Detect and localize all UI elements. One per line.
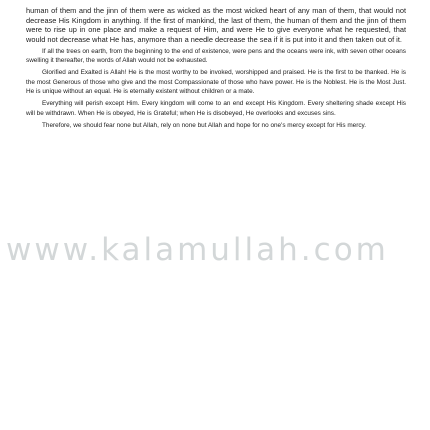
text-body <box>26 6 406 133</box>
paragraph-continuation: human of them and the jinn of them were as wicked as the most wicked heart of any man of them, that would not decrease His Kingdom in anything. If the first of mankind, the last of them, the human of them and the jinn of them were to rise up in one place and make a request of Him, and were He to give everyone what he requested, that would not decrease what He has, anymore than a needle decrease the sea if it is put into it and then taken out of it. <box>26 6 406 44</box>
paragraph-everything-perishes: Everything will perish except Him. Every kingdom will come to an end except His Kingdom. Every sheltering shade except His will be withdrawn. When He is obeyed, He is Grateful; when He is disobeyed, He overlooks and excuses sins. <box>26 100 406 117</box>
paragraph-glorified: Glorified and Exalted is Allah! He is the most worthy to be invoked, worshipped and praised. He is the first to be thanked. He is the most Generous of those who give and the most Compassionate of those who have power. He is the Noblest. He is the Most Just. He is unique without an equal. He is eternally existent without children or a mate. <box>26 69 406 96</box>
watermark: www.kalamullah.com <box>6 232 389 268</box>
paragraph-trees-and-oceans: If all the trees on earth, from the beginning to the end of existence, were pens and the oceans were ink, with seven other oceans swelling it thereafter, the words of Allah would not be exhausted. <box>26 47 406 65</box>
paragraph-fear-none-but-allah: Therefore, we should fear none but Allah, rely on none but Allah and hope for no one's mercy except for His mercy. <box>42 121 367 129</box>
